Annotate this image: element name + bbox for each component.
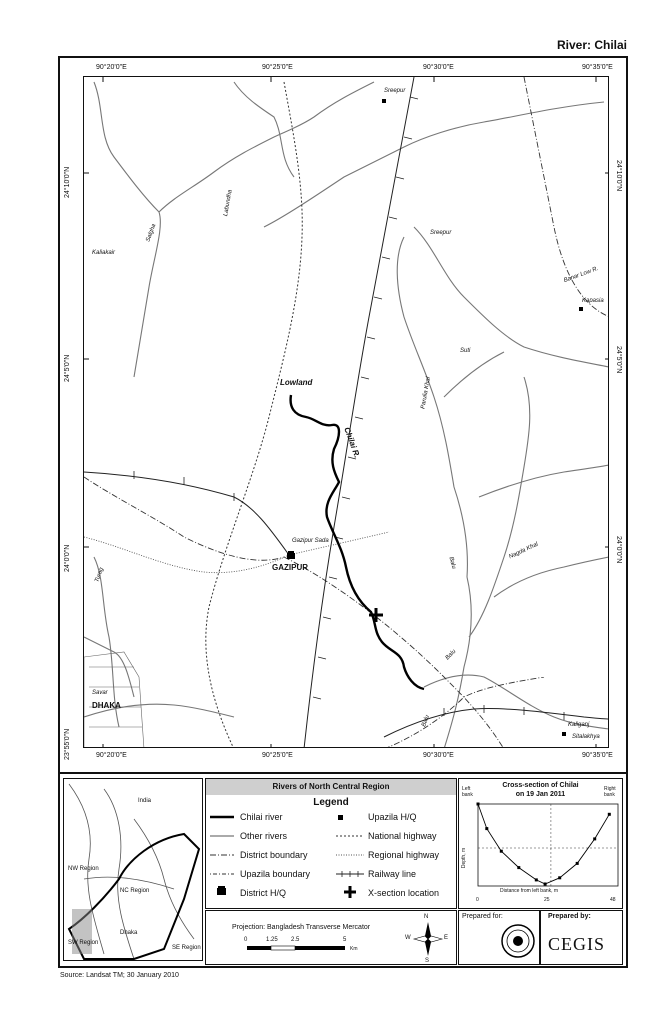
page-title: River: Chilai — [556, 38, 627, 52]
inset-label-india: India — [138, 798, 152, 804]
legend-national-highway: National highway — [368, 831, 437, 841]
scale-label-2: 2.5 — [291, 937, 300, 943]
map-drawing — [84, 77, 609, 748]
label-salgha: Salgha — [145, 223, 158, 243]
legend-regional-highway: Regional highway — [368, 850, 440, 860]
xsec-plot-area — [478, 804, 618, 886]
cross-section-chart — [458, 778, 623, 909]
xsec-ylabel: Depth, m — [461, 847, 468, 869]
label-suti: Suti — [460, 348, 471, 354]
label-balu-1: Balu — [447, 556, 457, 570]
top-tick-1: 90°20'0"E — [96, 64, 127, 71]
label-nagda: Nagda Khal — [508, 541, 540, 561]
legend-title: Legend — [313, 797, 349, 808]
inset-label-nw: NW Region — [68, 866, 99, 872]
xsec-right-bank: Right bank — [604, 786, 616, 798]
label-sreepur-top: Sreepur — [384, 88, 406, 94]
legend-other-rivers: Other rivers — [240, 831, 288, 841]
compass-rose-icon — [410, 916, 449, 962]
label-kaliakair: Kaliakair — [92, 250, 116, 256]
inset-label-nc: NC Region — [120, 888, 150, 894]
main-map — [83, 76, 609, 748]
label-parulia: Parulia Khal — [420, 376, 432, 410]
legend-upazila-hq: Upazila H/Q — [368, 812, 417, 822]
label-gazipur: GAZIPUR — [272, 563, 308, 572]
compass-n: N — [424, 914, 429, 920]
left-tick-4: 23°55'0"N — [64, 728, 71, 760]
xsec-point — [517, 866, 520, 869]
legend-district-hq: District H/Q — [240, 888, 286, 898]
left-tick-2: 24°5'0"N — [64, 354, 71, 382]
xsec-point — [485, 827, 488, 830]
right-tick-2: 24°5'0"N — [615, 346, 622, 374]
legend-railway-line: Railway line — [368, 869, 417, 879]
label-banar: Banar Low R. — [563, 265, 600, 285]
legend-chilai-river: Chilai river — [240, 812, 283, 822]
top-tick-2: 90°25'0"E — [262, 64, 293, 71]
left-tick-3: 24°0'0"N — [64, 544, 71, 572]
label-gazipur-sadar: Gazipur Sada — [292, 538, 329, 544]
xsec-point — [558, 876, 561, 879]
label-lowland: Lowland — [280, 378, 313, 387]
cegis-logo: CEGIS — [548, 934, 606, 954]
prepared-by-label: Prepared by: — [548, 913, 591, 920]
legend-district-boundary: District boundary — [240, 850, 308, 860]
label-kapasia: Kapasia — [582, 298, 604, 304]
label-balu-3: Balu — [421, 714, 431, 728]
label-dhaka: DHAKA — [92, 701, 121, 710]
xsec-point — [593, 837, 596, 840]
scale-label-3: 5 — [343, 937, 347, 943]
inset-label-dhaka: Dhaka — [120, 930, 138, 936]
xsec-point — [576, 862, 579, 865]
xsec-profile-line — [478, 804, 609, 884]
label-savar: Savar — [92, 690, 108, 696]
xsec-left-bank: Left bank — [462, 786, 473, 798]
ministry-seal-icon — [500, 922, 536, 960]
top-tick-4: 90°35'0"E — [582, 64, 613, 71]
bottom-tick-2: 90°25'0"E — [262, 752, 293, 759]
inset-label-se: SE Region — [172, 945, 201, 951]
label-labundha: Labundha — [223, 189, 234, 217]
scale-label-1: 1.25 — [266, 937, 278, 943]
xsec-point — [544, 883, 547, 886]
xsec-point — [608, 813, 611, 816]
projection-text: Projection: Bangladesh Transverse Mercator — [232, 924, 371, 931]
scale-label-0: 0 — [244, 937, 248, 943]
scale-unit: Km — [350, 946, 358, 952]
scale-bar — [245, 944, 355, 952]
xsec-xtick-0: 0 — [476, 897, 479, 903]
source-note: Source: Landsat TM; 30 January 2010 — [60, 972, 179, 979]
xsec-xlabel: Distance from left bank, m — [500, 888, 559, 894]
label-balu-2: Balu — [444, 648, 458, 662]
xsec-xtick-2: 48 — [610, 897, 616, 903]
legend-xsection-location: X-section location — [368, 888, 440, 898]
compass-s: S — [425, 958, 430, 964]
xsec-title-2: on 19 Jan 2011 — [515, 791, 566, 798]
label-kaliganj: Kaliganj — [568, 722, 590, 728]
xsec-xtick-1: 25 — [544, 897, 550, 903]
legend-header: Rivers of North Central Region — [206, 779, 456, 795]
label-chilai-river: Chilai R. — [342, 425, 362, 460]
top-tick-3: 90°30'0"E — [423, 64, 454, 71]
label-turag: Turag — [94, 566, 106, 584]
bottom-tick-3: 90°30'0"E — [423, 752, 454, 759]
bottom-tick-4: 90°35'0"E — [582, 752, 613, 759]
label-sreepur-mid: Sreepur — [430, 230, 452, 236]
legend-upazila-boundary: Upazila boundary — [240, 869, 311, 879]
xsec-point — [500, 850, 503, 853]
right-tick-1: 24°10'0"N — [615, 160, 622, 192]
left-tick-1: 24°10'0"N — [64, 166, 71, 198]
right-tick-3: 24°0'0"N — [615, 536, 622, 564]
xsec-point — [477, 803, 480, 806]
xsec-title-1: Cross-section of Chilai — [502, 782, 579, 789]
bottom-tick-1: 90°20'0"E — [96, 752, 127, 759]
inset-label-sw: SW Region — [68, 940, 99, 946]
compass-e: E — [444, 935, 449, 941]
prepared-for-label: Prepared for: — [462, 913, 503, 920]
compass-w: W — [405, 935, 411, 941]
xsec-point — [535, 878, 538, 881]
label-sitalakhya: Sitalakhya — [572, 734, 600, 740]
